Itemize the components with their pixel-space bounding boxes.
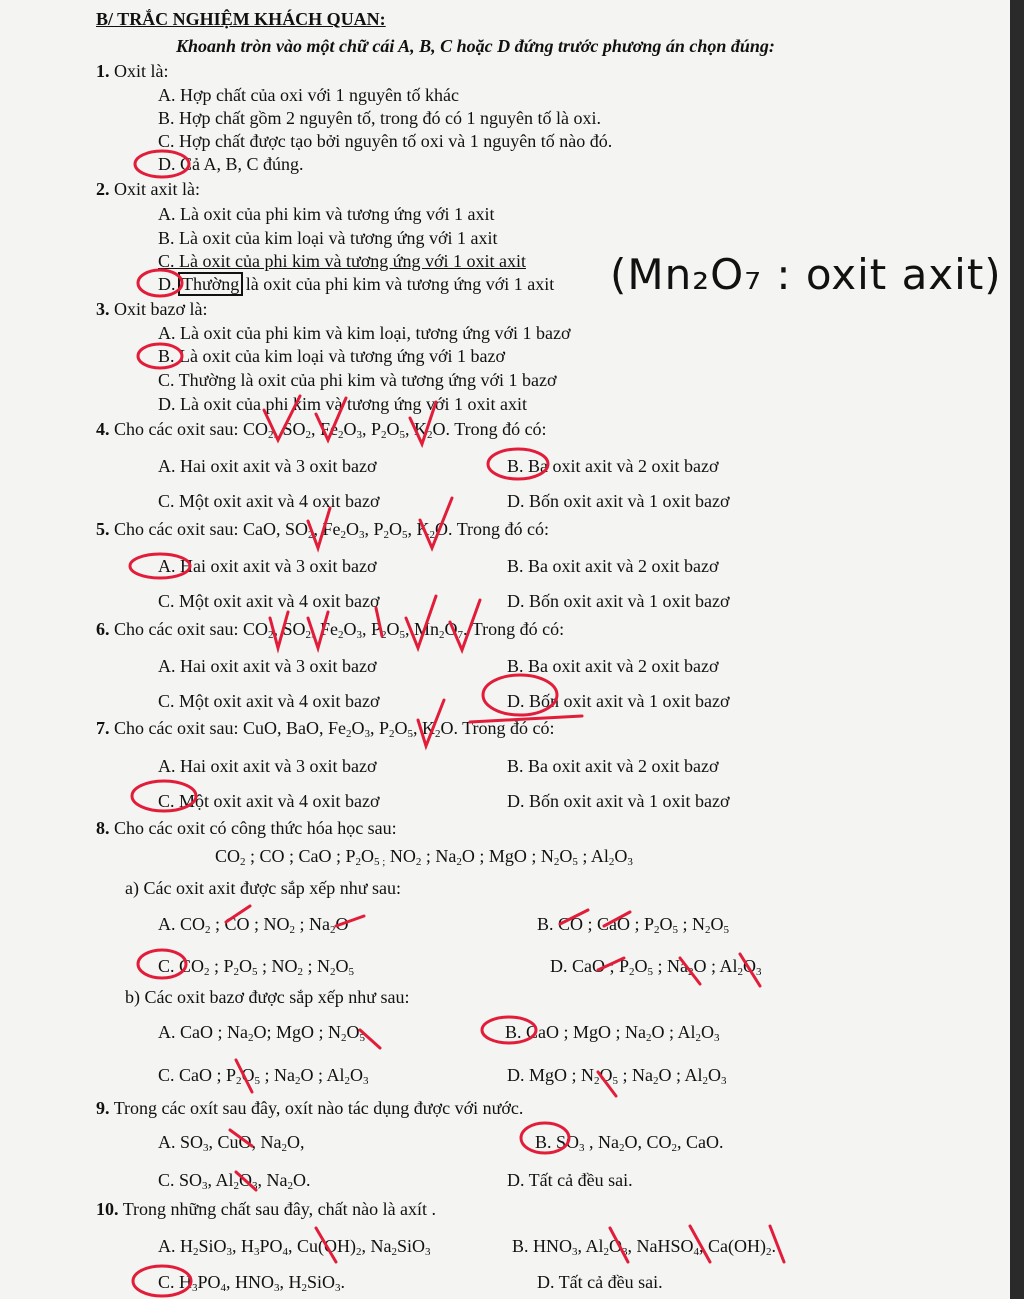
q10-option-a: A. $H_2SiO_3$, $H_3PO_4$, $Cu(OH)_2$, $Na_2SiO_3$ [158,1236,431,1258]
question-stem-end: . Trong đó có: [463,619,565,639]
option-letter: D. [158,274,176,294]
q8a-option-c: C. $CO_2$ ; $P_2O_5$ ; $NO_2$ ; $N_2O_5$ [158,956,355,978]
q7-option-d: D. Bốn oxit axit và 1 oxit bazơ [507,791,730,811]
q8-part-a: a) Các oxit axit được sắp xếp như sau: [125,878,401,898]
question-number: 7. [96,718,110,738]
question-stem: Cho các oxit sau: [114,718,239,738]
question-number: 4. [96,419,110,439]
option-letter: D. [550,956,568,976]
question-stem: Trong những chất sau đây, chất nào là axít . [122,1199,437,1219]
option-text: là oxit của phi kim và tương ứng với 1 axit [245,274,555,294]
oxide-list: CuO, BaO, $Fe_2O_3$, $P_2O_5$, $K_2O$ [242,718,454,740]
q4-option-a: A. Hai oxit axit và 3 oxit bazơ [158,456,377,476]
option-letter: B. [537,914,554,934]
q8-part-b: b) Các oxit bazơ được sắp xếp như sau: [125,987,410,1007]
question-5 [96,518,549,540]
question-10 [96,1198,436,1220]
question-stem-end: . Trong đó có: [448,519,550,539]
option-letter: C. [158,956,175,976]
option-letter: C. [158,1272,175,1292]
q6-option-a: A. Hai oxit axit và 3 oxit bazơ [158,656,377,676]
option-letter: A. [158,1236,176,1256]
section-title: B/ TRẮC NGHIỆM KHÁCH QUAN: [96,9,386,29]
q6-option-c: C. Một oxit axit và 4 oxit bazơ [158,691,380,711]
question-number: 2. [96,179,110,199]
q7-option-b: B. Ba oxit axit và 2 oxit bazơ [507,756,719,776]
option-letter: B. [535,1132,552,1152]
question-stem-end: . Trong đó có: [453,718,555,738]
question-stem: Cho các oxit sau: [114,619,239,639]
q8-formula-list: $CO_2$ ; CO ; CaO ; $P_2O_{5 ;}$ $NO_2$ ; $Na_2O$ ; MgO ; $N_2O_5$ ; $Al_2O_3$ [215,846,633,868]
q2-option-c: C. Là oxit của phi kim và tương ứng với 1 oxit axit [158,251,527,271]
question-number: 10. [96,1199,119,1219]
question-1 [96,60,169,82]
q2-option-a: A. Là oxit của phi kim và tương ứng với 1 axit [158,204,495,224]
oxide-list: $CO_2$, $SO_2$, $Fe_2O_3$, $P_2O_5$, $Mn_2O_7$ [242,619,464,641]
q7-option-c: C. Một oxit axit và 4 oxit bazơ [158,791,380,811]
question-stem: Cho các oxit sau: [114,519,239,539]
option-letter: C. [158,1170,175,1190]
question-number: 3. [96,299,110,319]
q1-option-b: B. Hợp chất gồm 2 nguyên tố, trong đó có 1 nguyên tố là oxi. [158,108,601,128]
q2-option-b: B. Là oxit của kim loại và tương ứng với 1 axit [158,228,498,248]
q1-option-c: C. Hợp chất được tạo bởi nguyên tố oxi và 1 nguyên tố nào đó. [158,131,613,151]
q9-option-a: A. $SO_3$, CuO, $Na_2O$, [158,1132,305,1154]
question-stem: Oxit bazơ là: [114,299,208,319]
q5-option-d: D. Bốn oxit axit và 1 oxit bazơ [507,591,730,611]
q3-option-d: D. Là oxit của phi kim và tương ứng với 1 oxit axit [158,394,527,414]
question-6 [96,618,564,640]
q5-option-b: B. Ba oxit axit và 2 oxit bazơ [507,556,719,576]
question-stem: Cho các oxit có công thức hóa học sau: [114,818,397,838]
q8b-option-a: A. CaO ; $Na_2O$; MgO ; $N_2O_5$ [158,1022,365,1044]
q4-option-c: C. Một oxit axit và 4 oxit bazơ [158,491,380,511]
q8b-option-d: D. MgO ; $N_2O_5$ ; $Na_2O$ ; $Al_2O_3$ [507,1065,727,1087]
question-3 [96,298,208,320]
question-stem: Trong các oxít sau đây, oxít nào tác dụng được với nước. [113,1098,524,1118]
option-letter: D. [507,1065,525,1085]
q7-option-a: A. Hai oxit axit và 3 oxit bazơ [158,756,377,776]
q3-option-b: B. Là oxit của kim loại và tương ứng với 1 bazơ [158,346,506,366]
q9-option-c: C. $SO_3$, $Al_2O_3$, $Na_2O$. [158,1170,311,1192]
handwritten-note: (Mn₂O₇ : oxit axit) [610,250,1002,299]
question-stem: Oxit axit là: [114,179,200,199]
option-letter: A. [158,1022,176,1042]
q10-option-d: D. Tất cả đều sai. [537,1272,663,1292]
question-7 [96,717,555,739]
oxide-list: CaO, $SO_2$, $Fe_2O_3$, $P_2O_5$, $K_2O$ [242,519,449,541]
oxide-list: $CO_2$, $SO_2$, $Fe_2O_3$, $P_2O_5$, $K_2O$ [242,419,446,441]
option-letter: B. [505,1022,522,1042]
q8a-option-a: A. $CO_2$ ; CO ; $NO_2$ ; $Na_2O$ [158,914,349,936]
question-stem: Oxit là: [114,61,169,81]
question-stem: Cho các oxit sau: [114,419,239,439]
q9-option-d: D. Tất cả đều sai. [507,1170,633,1190]
q8b-option-b: B. CaO ; MgO ; $Na_2O$ ; $Al_2O_3$ [505,1022,720,1044]
instruction: Khoanh tròn vào một chữ cái A, B, C hoặc D đứng trước phương án chọn đúng: [176,36,775,56]
q1-option-a: A. Hợp chất của oxi với 1 nguyên tố khác [158,85,459,105]
question-2 [96,178,200,200]
q3-option-c: C. Thường là oxit của phi kim và tương ứng với 1 bazơ [158,370,557,390]
question-number: 1. [96,61,110,81]
option-letter: B. [512,1236,529,1256]
q8a-option-b: B. CO ; CaO ; $P_2O_5$ ; $N_2O_5$ [537,914,730,936]
question-number: 9. [96,1098,110,1118]
question-number: 8. [96,818,110,838]
question-9 [96,1097,523,1119]
q8a-option-d: D. CaO ; $P_2O_5$ ; $Na_2O$ ; $Al_2O_3$ [550,956,762,978]
question-8 [96,817,397,839]
question-4 [96,418,547,440]
q10-option-c: C. $H_3PO_4$, $HNO_3$, $H_2SiO_3$. [158,1272,346,1294]
boxed-word: Thường [182,274,240,294]
option-letter: C. [158,1065,175,1085]
q3-option-a: A. Là oxit của phi kim và kim loại, tương ứng với 1 bazơ [158,323,571,343]
q9-option-b: B. $SO_3$ , $Na_2O$, $CO_2$, CaO. [535,1132,724,1154]
q8b-option-c: C. CaO ; $P_2O_5$ ; $Na_2O$ ; $Al_2O_3$ [158,1065,369,1087]
option-letter: A. [158,914,176,934]
option-letter: A. [158,1132,176,1152]
q10-option-b: B. $HNO_3$, $Al_2O_3$, NaHSO$_4$, $Ca(OH)_2$. [512,1236,777,1258]
q5-option-a: A. Hai oxit axit và 3 oxit bazơ [158,556,377,576]
q2-option-d [158,273,554,295]
question-stem-end: . Trong đó có: [445,419,547,439]
q6-option-d: D. Bốn oxit axit và 1 oxit bazơ [507,691,730,711]
q6-option-b: B. Ba oxit axit và 2 oxit bazơ [507,656,719,676]
q4-option-d: D. Bốn oxit axit và 1 oxit bazơ [507,491,730,511]
question-number: 6. [96,619,110,639]
page-edge [1010,0,1024,1299]
q4-option-b: B. Ba oxit axit và 2 oxit bazơ [507,456,719,476]
question-number: 5. [96,519,110,539]
q1-option-d: D. Cả A, B, C đúng. [158,154,304,174]
q5-option-c: C. Một oxit axit và 4 oxit bazơ [158,591,380,611]
